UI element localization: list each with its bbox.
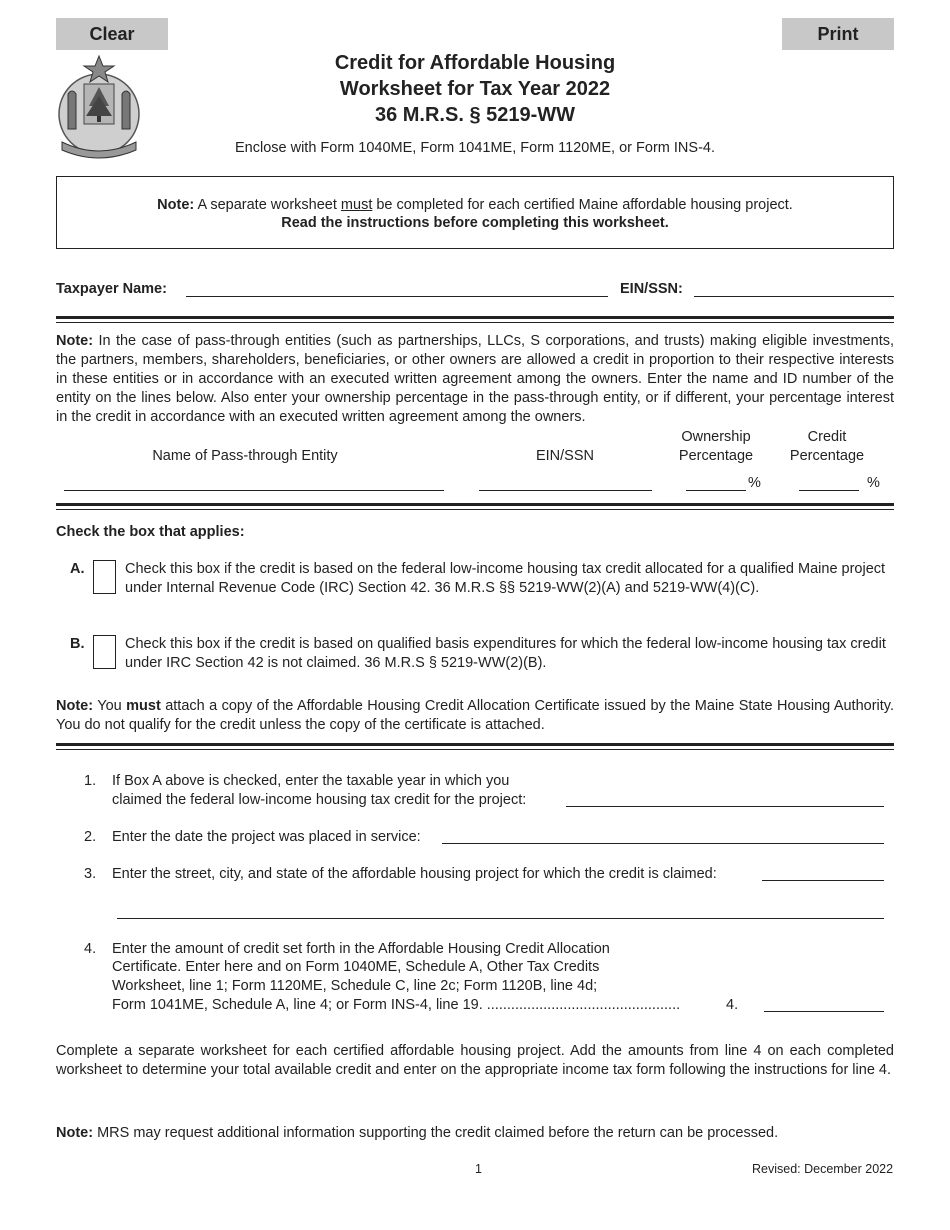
taxpayer-ein-field[interactable]: [694, 296, 894, 297]
divider: [56, 503, 894, 506]
attach-note-label: Note:: [56, 698, 94, 714]
divider: [56, 322, 894, 323]
clear-button[interactable]: Clear: [56, 18, 168, 50]
line-1-number: 1.: [84, 773, 97, 789]
note-text: A separate worksheet: [194, 197, 341, 213]
divider: [56, 509, 894, 510]
note-must: must: [340, 197, 373, 213]
page-number: 1: [475, 1162, 482, 1176]
line-4-number: 4.: [84, 941, 97, 957]
taxpayer-ein-label: EIN/SSN:: [620, 281, 683, 297]
box-b-label: B.: [70, 636, 85, 652]
line-2-number: 2.: [84, 829, 97, 845]
worksheet-note-box: [56, 176, 894, 249]
line-1-field[interactable]: [566, 806, 884, 807]
ownership-percentage-field[interactable]: [686, 490, 746, 491]
divider: [56, 316, 894, 319]
col-ownership-line1: Ownership: [681, 429, 751, 445]
print-button[interactable]: Print: [782, 18, 894, 50]
box-a-checkbox[interactable]: [93, 560, 116, 594]
attach-note-text: You: [93, 698, 127, 714]
box-a-text: Check this box if the credit is based on the federal low-income housing tax credit allocated for a qualified Maine project under Internal Revenue Code (IRC) Section 42. 36 M.R.S §§ 5219-WW(2)(A) and 5219-WW(4)(C).: [125, 561, 886, 596]
note-text: be completed for each certified Maine affordable housing project.: [372, 197, 793, 213]
credit-percentage-field[interactable]: [799, 490, 859, 491]
box-b-checkbox[interactable]: [93, 635, 116, 669]
col-ownership-line2: Percentage: [678, 448, 754, 464]
attach-note-text: attach a copy of the Affordable Housing Credit Allocation Certificate issued by the Maine State Housing Authority. You do not qualify for the credit unless the copy of the certificate is attached.: [56, 698, 894, 733]
title-line-2: Worksheet for Tax Year 2022: [339, 78, 611, 100]
line-2-field[interactable]: [442, 843, 884, 844]
line-4-text-b: Certificate. Enter here and on Form 1040ME, Schedule A, Other Tax Credits: [112, 959, 600, 975]
title-line-1: Credit for Affordable Housing: [334, 52, 616, 74]
attach-note-must: must: [126, 698, 161, 714]
credit-percent-sign: %: [867, 475, 880, 491]
line-4-reference: 4.: [726, 997, 739, 1013]
taxpayer-name-label: Taxpayer Name:: [56, 281, 167, 297]
col-credit-line2: Percentage: [789, 448, 865, 464]
closing-paragraph: Complete a separate worksheet for each certified affordable housing project. Add the amounts from line 4 on each completed worksheet to determine your total available credit and enter on the appropriate income tax form following the instructions for line 4.: [56, 1043, 894, 1078]
line-3-field-continued[interactable]: [117, 918, 884, 919]
passthrough-note-text: In the case of pass-through entities (such as partnerships, LLCs, S corporations, and trusts) making eligible investments, the partners, members, shareholders, beneficiaries, or other owners are allowed a credit in proportion to their respective interests in these entities or in accordance with an executed written agreement among the owners. Enter the name and ID number of the entity on the lines below. Also enter your ownership percentage in the pass-through entity, or if different, your percentage interest in the credit in accordance with an executed written agreement among the owners.: [56, 333, 894, 425]
divider: [56, 749, 894, 750]
check-box-heading: Check the box that applies:: [56, 524, 245, 540]
entity-name-field[interactable]: [64, 490, 444, 491]
line-3-field[interactable]: [762, 880, 884, 881]
col-entity-name: Name of Pass-through Entity: [152, 448, 338, 464]
ownership-percent-sign: %: [748, 475, 761, 491]
closing-note-label: Note:: [56, 1125, 94, 1141]
col-credit-line1: Credit: [807, 429, 847, 445]
divider: [56, 743, 894, 746]
line-4-field[interactable]: [764, 1011, 884, 1012]
line-3-number: 3.: [84, 866, 97, 882]
closing-note-text: MRS may request additional information supporting the credit claimed before the return can be processed.: [93, 1125, 779, 1141]
line-4-text-d: Form 1041ME, Schedule A, line 4; or Form INS-4, line 19. ................................................: [112, 997, 681, 1013]
closing-note: [56, 1124, 894, 1143]
read-instructions-note: Read the instructions before completing this worksheet.: [281, 215, 669, 231]
entity-ein-field[interactable]: [479, 490, 652, 491]
col-ein-ssn: EIN/SSN: [535, 448, 594, 464]
attach-certificate-note: [56, 697, 894, 735]
line-2-text: Enter the date the project was placed in service:: [112, 829, 421, 845]
line-1-text-b: claimed the federal low-income housing tax credit for the project:: [112, 792, 527, 808]
revised-date: Revised: December 2022: [752, 1162, 894, 1176]
line-4-text-c: Worksheet, line 1; Form 1120ME, Schedule C, line 2c; Form 1120B, line 4d;: [112, 978, 598, 994]
passthrough-note: [56, 332, 894, 427]
box-b-text: Check this box if the credit is based on qualified basis expenditures for which the federal low-income housing tax credit under IRC Section 42 is not claimed. 36 M.R.S § 5219-WW(2)(B).: [125, 636, 886, 671]
passthrough-note-label: Note:: [56, 333, 94, 349]
title-line-3: 36 M.R.S. § 5219-WW: [374, 104, 576, 126]
note-label: Note:: [157, 197, 195, 213]
line-4-text-a: Enter the amount of credit set forth in the Affordable Housing Credit Allocation: [112, 941, 610, 957]
box-a-label: A.: [70, 561, 85, 577]
taxpayer-name-field[interactable]: [186, 296, 608, 297]
enclose-instruction: Enclose with Form 1040ME, Form 1041ME, Form 1120ME, or Form INS-4.: [235, 140, 715, 156]
line-1-text-a: If Box A above is checked, enter the taxable year in which you: [112, 773, 510, 789]
line-3-text: Enter the street, city, and state of the affordable housing project for which the credit is claimed:: [112, 866, 717, 882]
